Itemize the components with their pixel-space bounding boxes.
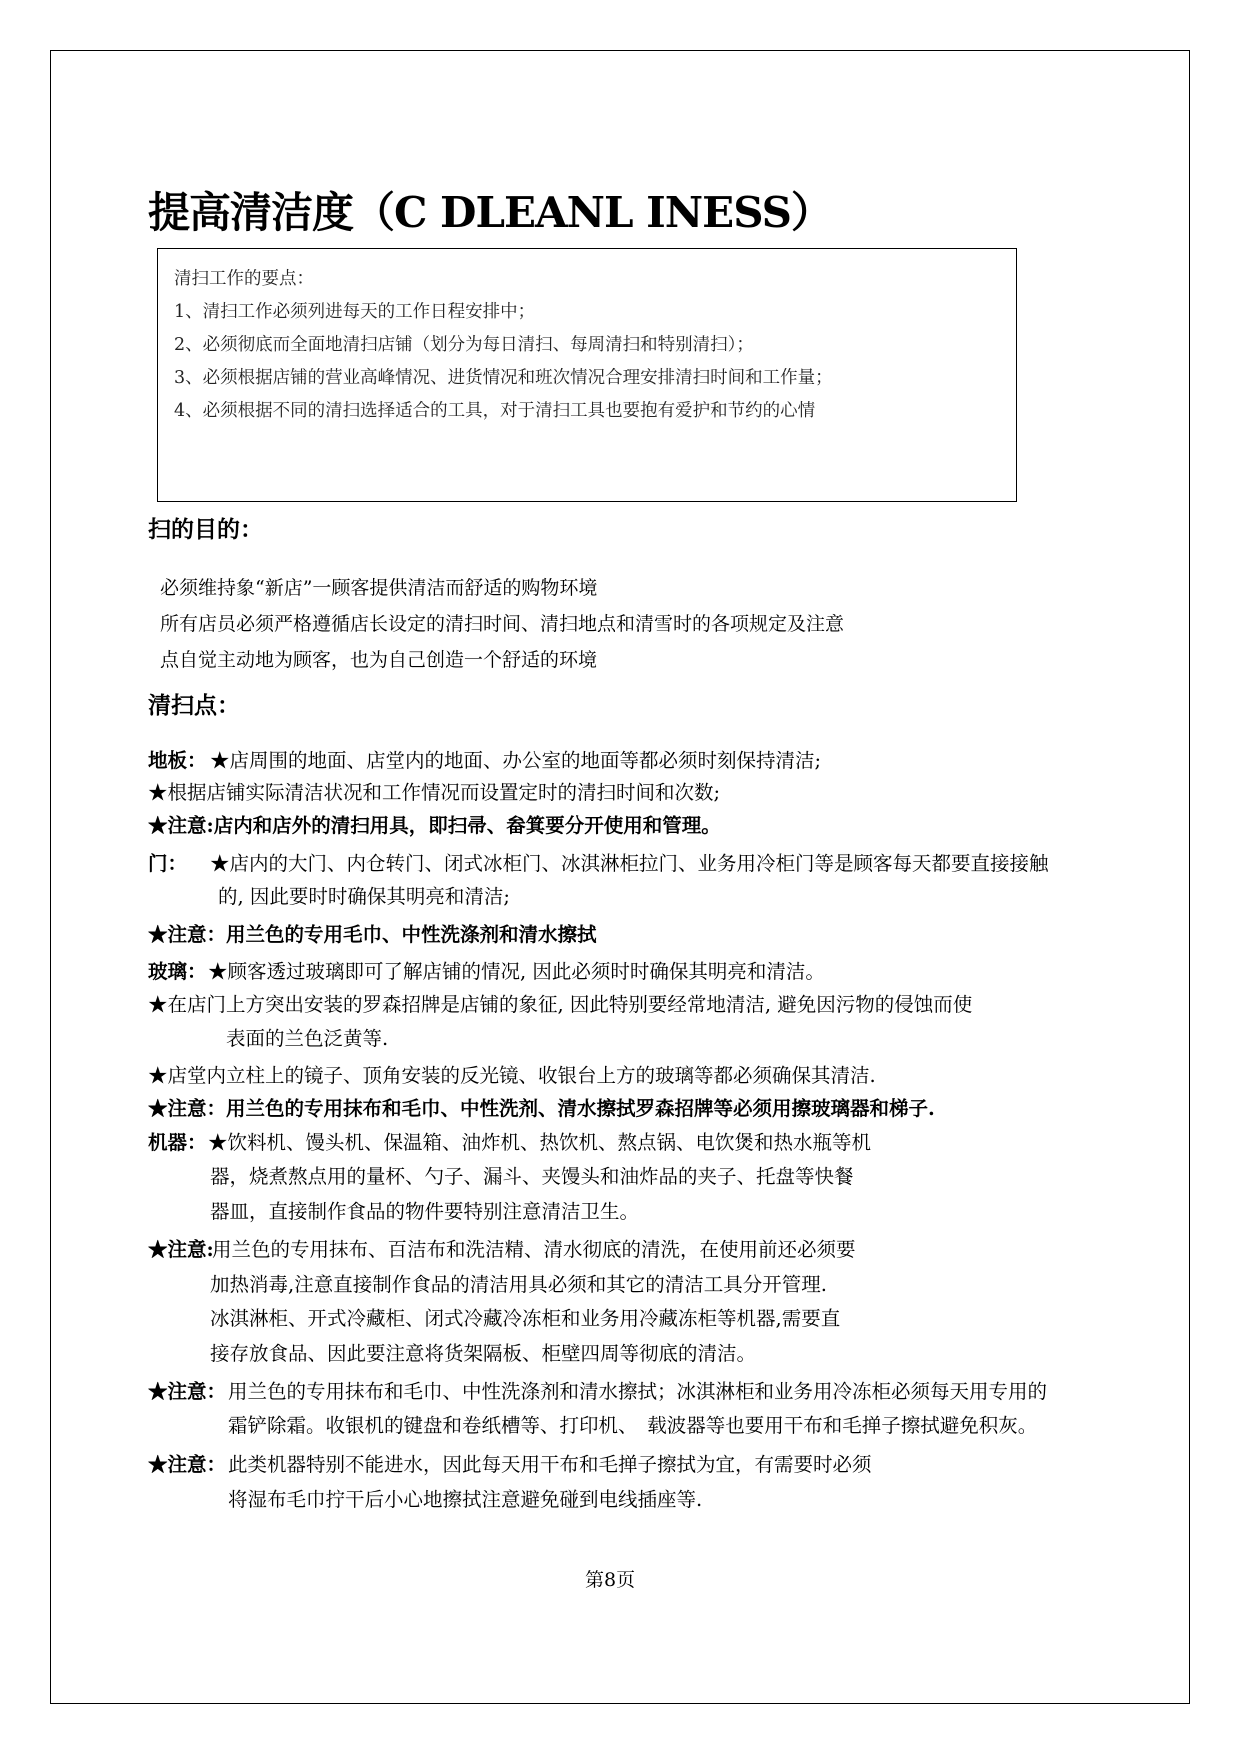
purpose-line: 必须维持象“新店”一顾客提供清洁而舒适的购物环境 <box>160 577 598 599</box>
floor-line: ★根据店铺实际清洁状况和工作情况而设置定时的清扫时间和次数; <box>148 781 721 804</box>
glass-line: ★店堂内立柱上的镜子、顶角安装的反光镜、收银台上方的玻璃等都必须确保其清洁. <box>148 1064 876 1087</box>
machine-line: ★饮料机、馒头机、保温箱、油炸机、热饮机、熬点锅、电饮煲和热水瓶等机 <box>208 1131 872 1154</box>
note-line: 用兰色的专用抹布、百洁布和洗洁精、清水彻底的清洗，在使用前还必须要 <box>212 1238 856 1261</box>
door-note: ★注意：用兰色的专用毛巾、中性洗涤剂和清水擦拭 <box>148 923 597 946</box>
note-line: 此类机器特别不能进水，因此每天用干布和毛掸子擦拭为宜，有需要时必须 <box>228 1453 872 1476</box>
note-line: 接存放食品、因此要注意将货架隔板、柜壁四周等彻底的清洁。 <box>210 1342 757 1365</box>
floor-label: 地板： <box>148 749 207 772</box>
note-line: 冰淇淋柜、开式冷藏柜、闭式冷藏冷冻柜和业务用冷藏冻柜等机器,需要直 <box>210 1307 841 1330</box>
machine-label: 机器： <box>148 1131 207 1154</box>
page-number <box>585 1565 635 1592</box>
purpose-paragraph <box>160 570 844 678</box>
key-point-item: 2、必须彻底而全面地清扫店铺（划分为每日清扫、每周清扫和特别清扫）； <box>174 335 754 355</box>
purpose-heading: 扫的目的： <box>148 516 263 543</box>
door-line: ★店内的大门、内仓转门、闭式冰柜门、冰淇淋柜拉门、业务用冷柜门等是顾客每天都要直接接触 <box>210 852 1049 875</box>
glass-line: 表面的兰色泛黄等. <box>226 1027 389 1050</box>
note-line: 用兰色的专用抹布和毛巾、中性洗涤剂和清水擦拭；冰淇淋柜和业务用冷冻柜必须每天用专用的 <box>228 1380 1048 1403</box>
note-line: 霜铲除霜。收银机的键盘和卷纸槽等、打印机、 载波器等也要用干布和毛掸子擦拭避免积灰。 <box>228 1414 1038 1437</box>
note-label: ★注意： <box>148 1453 227 1476</box>
key-points-heading: 清扫工作的要点： <box>174 269 314 289</box>
note-label: ★注意： <box>148 1380 227 1403</box>
page-number-value: 8 <box>604 1569 617 1591</box>
note-label: ★注意: <box>148 1238 214 1261</box>
machine-line: 器，烧煮熬点用的量杯、勺子、漏斗、夹馒头和油炸品的夹子、托盘等快餐 <box>210 1165 854 1188</box>
door-label: 门： <box>148 852 188 875</box>
key-point-item: 3、必须根据店铺的营业高峰情况、进货情况和班次情况合理安排清扫时间和工作量； <box>174 368 833 388</box>
glass-note: ★注意：用兰色的专用抹布和毛巾、中性洗剂、清水擦拭罗森招牌等必须用擦玻璃器和梯子. <box>148 1097 935 1120</box>
floor-note: ★注意:店内和店外的清扫用具，即扫帚、畚箕要分开使用和管理。 <box>148 814 721 837</box>
floor-line: ★店周围的地面、店堂内的地面、办公室的地面等都必须时刻保持清洁; <box>210 749 822 772</box>
key-point-item: 4、必须根据不同的清扫选择适合的工具，对于清扫工具也要抱有爱护和节约的心情 <box>174 401 816 421</box>
purpose-line: 所有店员必须严格遵循店长设定的清扫时间、清扫地点和清雪时的各项规定及注意 <box>160 613 845 635</box>
key-point-item: 1、清扫工作必须列进每天的工作日程安排中； <box>174 302 536 322</box>
note-line: 加热消毒,注意直接制作食品的清洁用具必须和其它的清洁工具分开管理. <box>210 1273 827 1296</box>
machine-line: 器皿，直接制作食品的物件要特别注意清洁卫生。 <box>210 1200 640 1223</box>
page-number-prefix: 第 <box>585 1569 605 1591</box>
note-line: 将湿布毛巾拧干后小心地擦拭注意避免碰到电线插座等. <box>228 1488 703 1511</box>
page-title: 提高清洁度（C DLEANL INESS） <box>148 188 832 237</box>
door-line: 的, 因此要时时确保其明亮和清洁; <box>218 885 510 908</box>
glass-line: ★顾客透过玻璃即可了解店铺的情况, 因此必须时时确保其明亮和清洁。 <box>208 960 825 983</box>
cleaning-points-heading: 清扫点： <box>148 692 240 719</box>
glass-line: ★在店门上方突出安装的罗森招牌是店铺的象征, 因此特别要经常地清洁, 避免因污物的侵蚀而使 <box>148 993 973 1016</box>
key-points-box <box>157 248 1017 502</box>
glass-label: 玻璃： <box>148 960 207 983</box>
page-number-suffix: 页 <box>616 1569 636 1591</box>
purpose-line: 点自觉主动地为顾客，也为自己创造一个舒适的环境 <box>160 649 598 671</box>
